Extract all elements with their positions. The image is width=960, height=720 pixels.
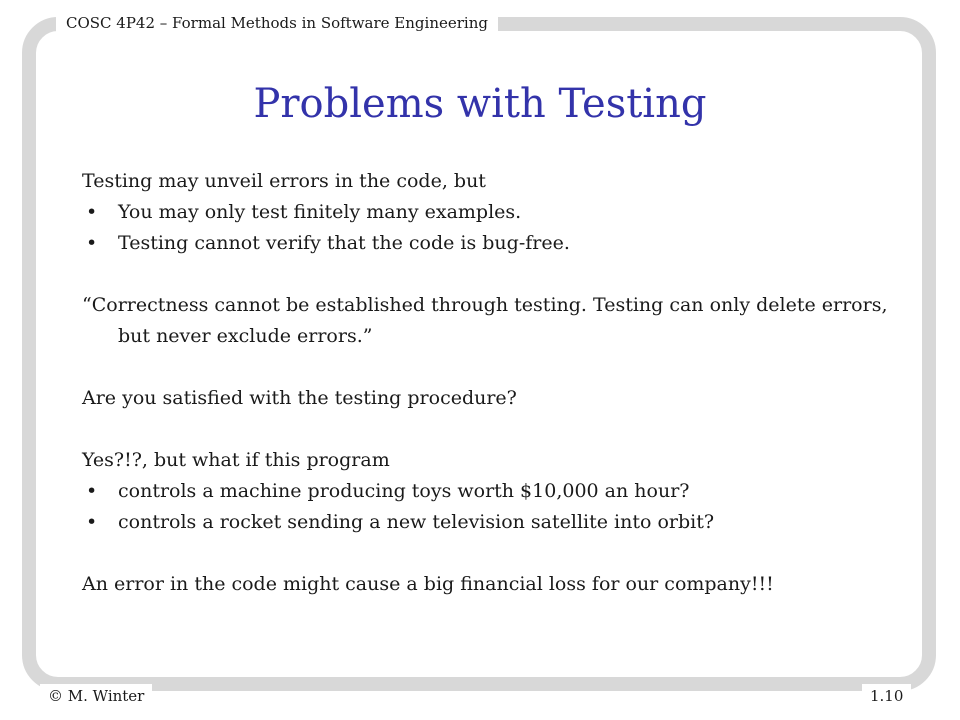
bullet-text: Testing cannot verify that the code is bug-free. [118, 232, 570, 254]
bullet-item [82, 197, 902, 228]
course-header: COSC 4P42 – Formal Methods in Software Engineering [56, 10, 498, 36]
answer-text: Yes?!?, but what if this program [82, 449, 390, 471]
intro-text: Testing may unveil errors in the code, but [82, 170, 486, 192]
bullet-icon: • [86, 201, 98, 223]
bullet-text: You may only test finitely many examples. [118, 201, 522, 223]
bullet-icon: • [86, 232, 98, 254]
quote-text: “Correctness cannot be established through testing. Testing can only delete errors, but never exclude errors.” [82, 294, 888, 347]
bullet-item [82, 476, 902, 507]
question-text: Are you satisfied with the testing procedure? [82, 387, 517, 409]
bullet-text: controls a machine producing toys worth $10,000 an hour? [118, 480, 690, 502]
bullet-item [82, 507, 902, 538]
conclusion-text: An error in the code might cause a big financial loss for our company!!! [82, 573, 774, 595]
slide-body [82, 166, 902, 600]
bullet-text: controls a rocket sending a new television satellite into orbit? [118, 511, 715, 533]
slide-title: Problems with Testing [253, 81, 707, 127]
bullet-item [82, 228, 902, 259]
bullet-icon: • [86, 511, 98, 533]
bullet-icon: • [86, 480, 98, 502]
page-number: 1.10 [862, 684, 911, 708]
author-footer: © M. Winter [40, 684, 152, 708]
